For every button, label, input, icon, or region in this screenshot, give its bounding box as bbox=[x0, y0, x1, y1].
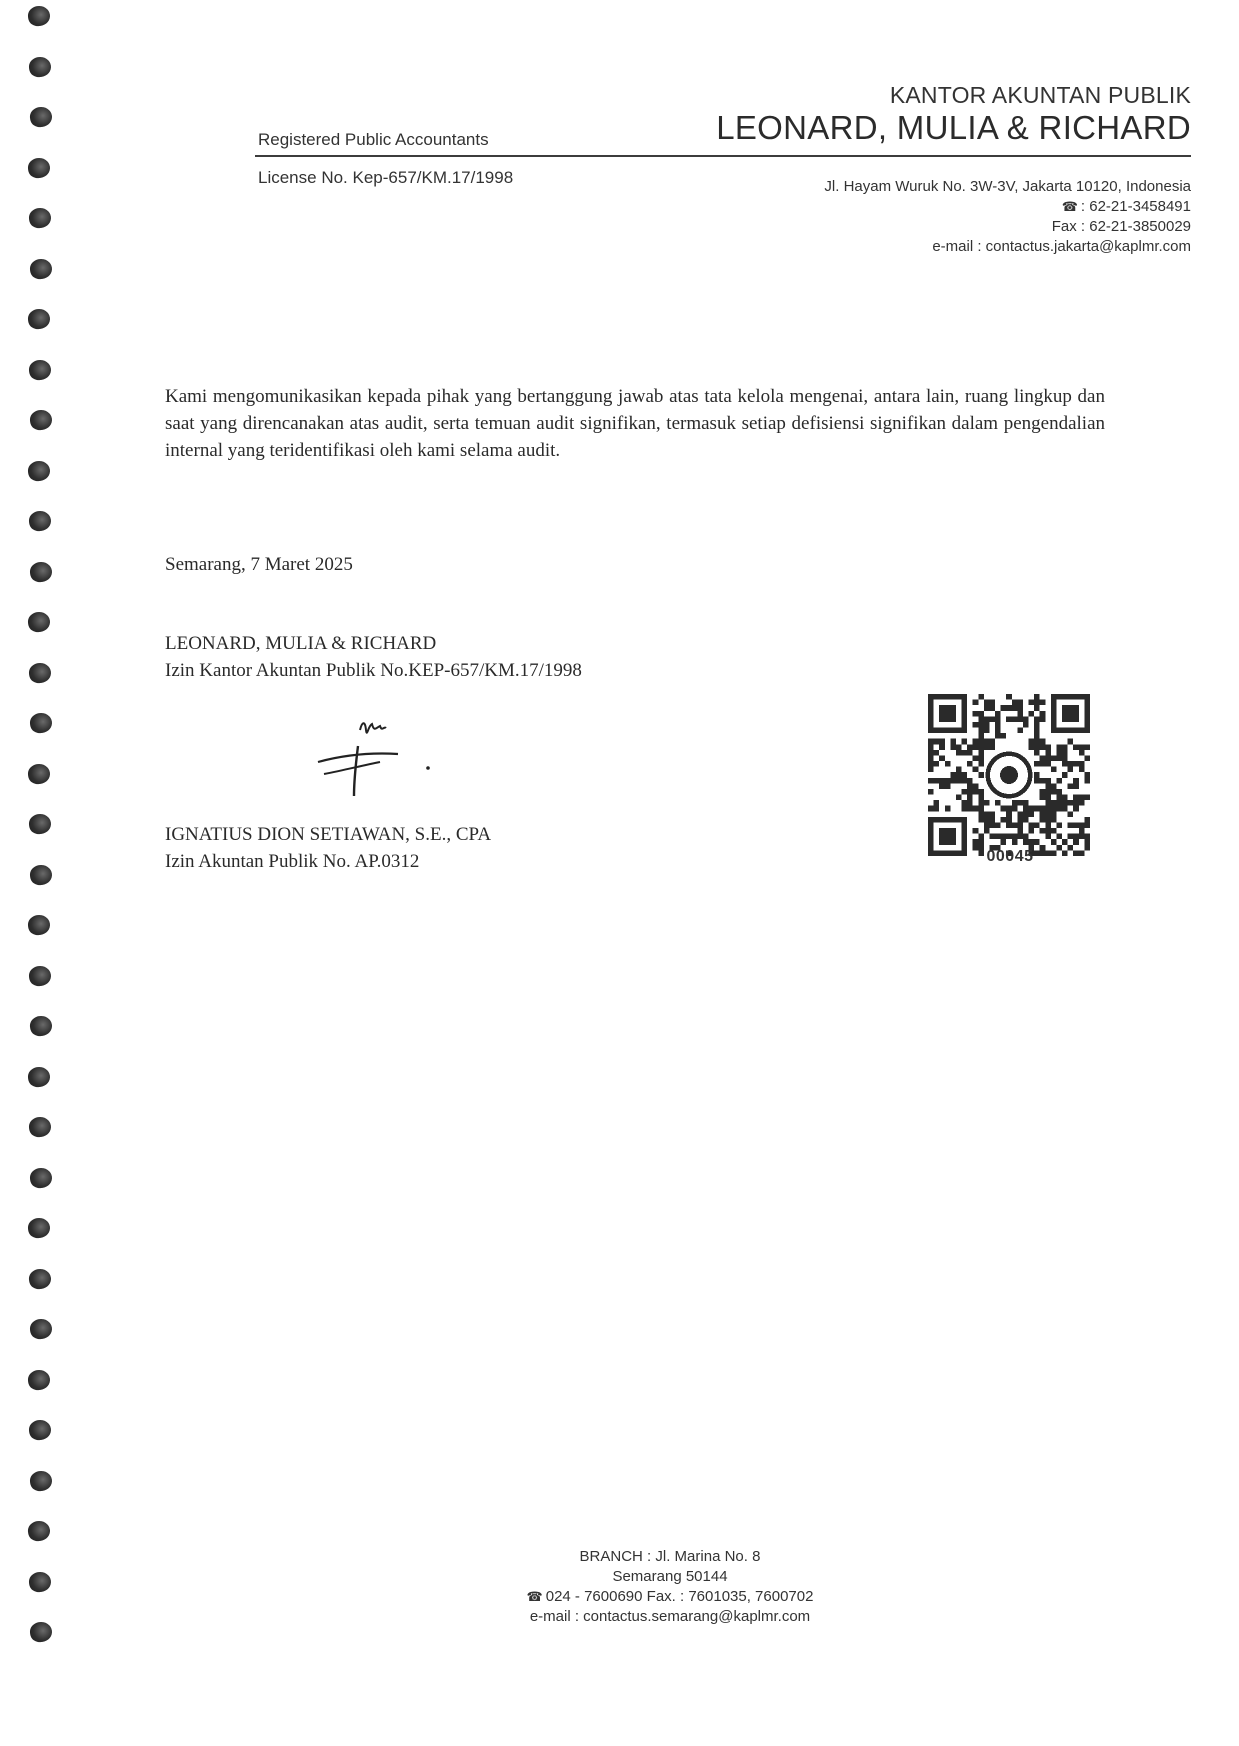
binder-hole bbox=[29, 1015, 54, 1038]
branch-email: e-mail : contactus.semarang@kaplmr.com bbox=[529, 1608, 811, 1625]
header-contact bbox=[824, 177, 1191, 257]
email-line: e-mail : contactus.jakarta@kaplmr.com bbox=[932, 238, 1191, 255]
binder-hole bbox=[29, 257, 54, 280]
qr-number: 00045 bbox=[986, 848, 1034, 865]
binder-hole bbox=[29, 1166, 54, 1189]
binder-hole bbox=[27, 308, 52, 331]
binder-hole bbox=[27, 1217, 52, 1240]
binder-hole bbox=[27, 1368, 52, 1391]
binder-hole bbox=[28, 813, 53, 836]
binder-hole bbox=[29, 409, 54, 432]
branch-address: BRANCH : Jl. Marina No. 8 bbox=[579, 1548, 761, 1565]
fax-line: Fax : 62-21-3850029 bbox=[1051, 218, 1191, 235]
binder-hole bbox=[29, 1318, 54, 1341]
qr-code bbox=[928, 694, 1090, 856]
header-divider bbox=[255, 155, 1191, 157]
binder-hole bbox=[28, 964, 53, 987]
binder-hole bbox=[29, 560, 54, 583]
binder-hole bbox=[28, 55, 53, 78]
binder-hole bbox=[27, 5, 52, 28]
branch-footer bbox=[440, 1547, 900, 1627]
binder-hole bbox=[27, 1065, 52, 1088]
body-paragraph: Kami mengomunikasikan kepada pihak yang bertanggung jawab atas tata kelola mengenai, antara lain, ruang lingkup dan saat yang direncanakan atas audit, serta temuan audit signifikan, termasuk setiap defisiensi signifikan dalam pengendalian internal yang teridentifikasi oleh kami selama audit. bbox=[165, 386, 1105, 461]
closing-firm-name: LEONARD, MULIA & RICHARD bbox=[165, 633, 437, 654]
binder-hole bbox=[28, 1267, 53, 1290]
binder-hole bbox=[29, 712, 54, 735]
binder-hole bbox=[29, 1469, 54, 1492]
telephone-icon: ☎ bbox=[1061, 199, 1078, 214]
binder-hole bbox=[28, 207, 53, 230]
binder-hole bbox=[29, 863, 54, 886]
branch-phone: 024 - 7600690 Fax. : 7601035, 7600702 bbox=[545, 1588, 814, 1605]
address: Jl. Hayam Wuruk No. 3W-3V, Jakarta 10120, Indonesia bbox=[824, 178, 1191, 195]
binder-hole bbox=[27, 459, 52, 482]
binder-hole bbox=[27, 156, 52, 179]
binder-hole bbox=[28, 510, 53, 533]
telephone-icon: ☎ bbox=[526, 1589, 543, 1604]
binder-hole bbox=[28, 358, 53, 381]
binder-hole bbox=[27, 762, 52, 785]
signer-name: IGNATIUS DION SETIAWAN, S.E., CPA bbox=[165, 824, 492, 845]
handwritten-signature bbox=[310, 712, 440, 802]
binder-hole bbox=[28, 661, 53, 684]
firm-license: Izin Kantor Akuntan Publik No.KEP-657/KM.17/1998 bbox=[165, 660, 582, 681]
binder-hole bbox=[28, 1116, 53, 1139]
binder-hole bbox=[27, 1520, 52, 1543]
signer-license: Izin Akuntan Publik No. AP.0312 bbox=[165, 851, 420, 872]
binder-hole bbox=[28, 1419, 53, 1442]
branch-city: Semarang 50144 bbox=[612, 1568, 728, 1585]
firm-name-header: LEONARD, MULIA & RICHARD bbox=[716, 109, 1191, 146]
binder-hole bbox=[29, 1621, 54, 1644]
binder-hole bbox=[28, 1570, 53, 1593]
binder-holes bbox=[28, 0, 58, 1746]
binder-hole bbox=[27, 914, 52, 937]
place-date: Semarang, 7 Maret 2025 bbox=[165, 554, 353, 575]
phone-number: : 62-21-3458491 bbox=[1080, 198, 1191, 215]
license-number: License No. Kep-657/KM.17/1998 bbox=[258, 168, 514, 187]
office-type: KANTOR AKUNTAN PUBLIK bbox=[889, 82, 1191, 108]
phone-line bbox=[824, 197, 1191, 217]
registered-label: Registered Public Accountants bbox=[258, 130, 489, 149]
binder-hole bbox=[27, 611, 52, 634]
binder-hole bbox=[29, 106, 54, 129]
branch-phone-line bbox=[440, 1587, 900, 1607]
